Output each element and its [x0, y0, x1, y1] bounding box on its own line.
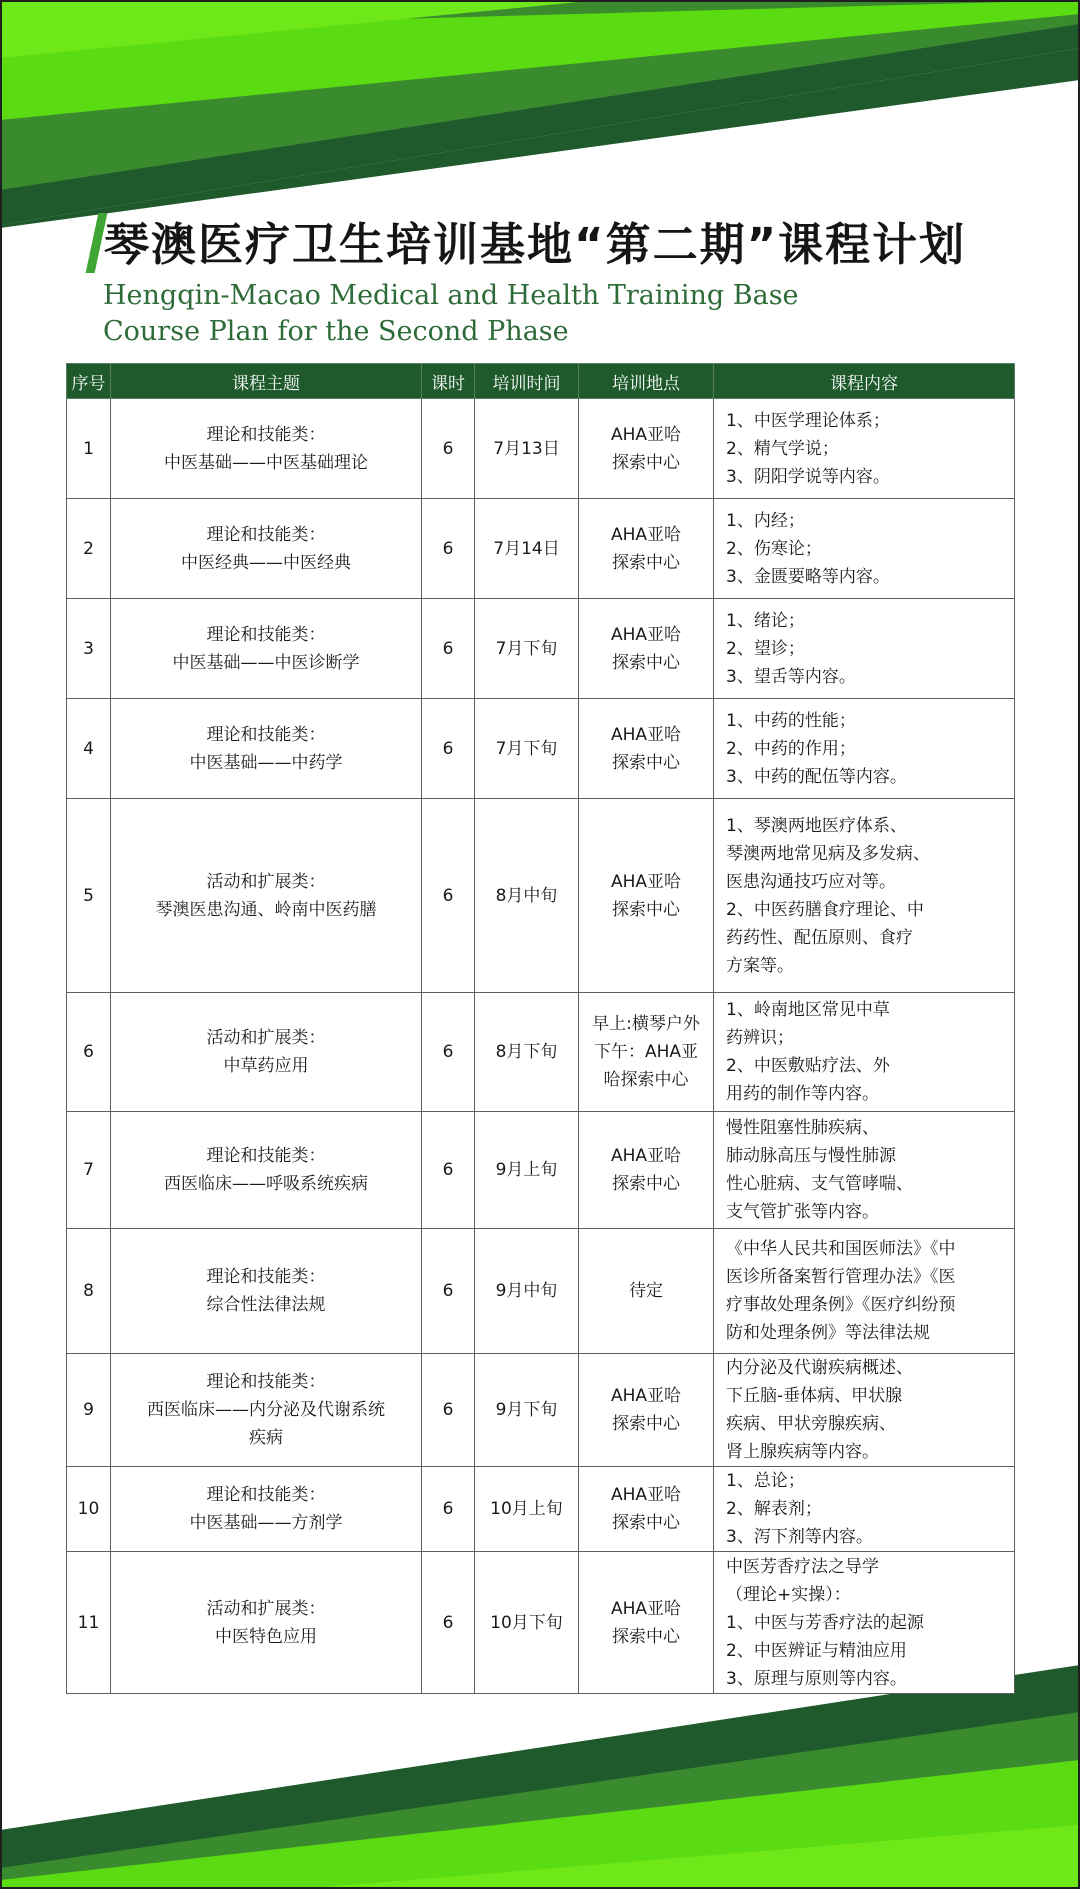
cell-place-line: 探索中心: [612, 1414, 680, 1434]
cell-place-line: 探索中心: [612, 899, 680, 920]
cell-place: [579, 1112, 714, 1229]
cell-place: [579, 1467, 714, 1552]
cell-content-line: 药辨识；: [726, 1028, 794, 1048]
cell-time: 7月下旬: [475, 599, 579, 699]
cell-hours: 6: [422, 599, 475, 699]
cell-place-line: 早上:横琴户外: [592, 1014, 700, 1034]
cell-topic-line: 疾病: [249, 1428, 283, 1448]
cell-place-line: 探索中心: [612, 752, 680, 773]
cell-content-line: 琴澳两地常见病及多发病、: [726, 843, 930, 864]
cell-topic: [111, 399, 422, 499]
table-row: [67, 1552, 1015, 1694]
cell-no: 4: [67, 699, 111, 799]
cell-time: 9月上旬: [475, 1112, 579, 1229]
cell-content-line: 3、原理与原则等内容。: [726, 1668, 907, 1689]
cell-time: 8月下旬: [475, 993, 579, 1112]
cell-content-line: 肺动脉高压与慢性肺源: [726, 1146, 896, 1166]
cell-topic-line: 活动和扩展类：: [206, 1028, 326, 1048]
cell-content-line: 1、中医与芳香疗法的起源: [726, 1612, 924, 1633]
cell-content-line: 疗事故处理条例》《医疗纠纷预: [726, 1295, 956, 1315]
cell-content: [714, 1467, 1015, 1552]
cell-topic-line: 中医基础——中医诊断学: [172, 652, 360, 673]
cell-no: 7: [67, 1112, 111, 1229]
cell-topic-line: 理论和技能类：: [206, 1485, 326, 1505]
cell-content-line: 3、金匮要略等内容。: [726, 566, 890, 587]
cell-place: [579, 1552, 714, 1694]
cell-hours: 6: [422, 993, 475, 1112]
table-row: [67, 1112, 1015, 1229]
cell-hours: 6: [422, 699, 475, 799]
table-row: [67, 993, 1015, 1112]
cell-hours: 6: [422, 1354, 475, 1467]
cell-content: [714, 799, 1015, 993]
cell-content-line: 疾病、甲状旁腺疾病、: [726, 1414, 896, 1434]
cell-no: 11: [67, 1552, 111, 1694]
cell-content-line: 肾上腺疾病等内容。: [726, 1442, 879, 1462]
cell-topic-line: 中医经典——中医经典: [181, 552, 351, 573]
table-row: [67, 499, 1015, 599]
cell-no: 9: [67, 1354, 111, 1467]
page-subtitle-en: [103, 278, 799, 350]
cell-content: [714, 499, 1015, 599]
cell-topic-line: 理论和技能类：: [206, 1267, 326, 1287]
cell-content-line: 2、伤寒论；: [726, 538, 822, 559]
cell-content-line: 2、中医药膳食疗理论、中: [726, 899, 924, 920]
cell-no: 1: [67, 399, 111, 499]
cell-place-line: 待定: [629, 1281, 663, 1301]
page-title: 琴澳医疗卫生培训基地“第二期”课程计划: [104, 218, 967, 271]
cell-topic-line: 西医临床——内分泌及代谢系统: [147, 1400, 385, 1420]
cell-topic: [111, 1112, 422, 1229]
cell-topic: [111, 1552, 422, 1694]
cell-topic-line: 中医基础——中药学: [189, 752, 343, 773]
cell-place-line: AHA亚哈: [610, 1598, 682, 1619]
column-header-content: 课程内容: [714, 364, 1015, 399]
table-header-row: [67, 364, 1015, 399]
cell-topic-line: 中草药应用: [223, 1056, 309, 1076]
cell-content-line: 2、中医敷贴疗法、外: [726, 1056, 890, 1076]
cell-content: [714, 1552, 1015, 1694]
cell-content-line: 用药的制作等内容。: [726, 1084, 879, 1104]
cell-content-line: 防和处理条例》等法律法规: [726, 1323, 930, 1343]
cell-content-line: 下丘脑-垂体病、甲状腺: [726, 1386, 903, 1406]
cell-topic-line: 中医特色应用: [215, 1626, 317, 1647]
column-header-place: 培训地点: [579, 364, 714, 399]
cell-no: 5: [67, 799, 111, 993]
cell-content-line: 2、望诊；: [726, 638, 805, 659]
cell-content-line: 中医芳香疗法之导学: [726, 1556, 879, 1577]
cell-content-line: 1、中医学理论体系；: [726, 410, 890, 431]
cell-time: 8月中旬: [475, 799, 579, 993]
cell-content-line: 支气管扩张等内容。: [726, 1202, 879, 1222]
cell-hours: 6: [422, 1552, 475, 1694]
cell-topic-line: 理论和技能类：: [206, 424, 326, 445]
cell-content-line: 慢性阻塞性肺疾病、: [726, 1118, 879, 1138]
cell-topic-line: 西医临床——呼吸系统疾病: [164, 1174, 368, 1194]
cell-time: 10月下旬: [475, 1552, 579, 1694]
cell-content: [714, 399, 1015, 499]
table-row: [67, 599, 1015, 699]
cell-time: 7月下旬: [475, 699, 579, 799]
cell-content: [714, 1354, 1015, 1467]
cell-no: 2: [67, 499, 111, 599]
cell-topic-line: 理论和技能类：: [206, 724, 326, 745]
cell-content-line: 3、望舌等内容。: [726, 666, 856, 687]
cell-content-line: 2、中药的作用；: [726, 738, 856, 759]
cell-place: [579, 1229, 714, 1354]
cell-topic: [111, 699, 422, 799]
cell-topic: [111, 993, 422, 1112]
cell-place-line: AHA亚哈: [610, 624, 682, 645]
cell-content-line: 2、中医辨证与精油应用: [726, 1640, 907, 1661]
cell-content-line: 1、绪论；: [726, 610, 805, 631]
cell-content-line: 3、阴阳学说等内容。: [726, 466, 890, 487]
cell-topic-line: 中医基础——方剂学: [189, 1513, 343, 1533]
cell-content: [714, 1112, 1015, 1229]
cell-content-line: 医诊所备案暂行管理办法》《医: [726, 1267, 956, 1287]
cell-place: [579, 599, 714, 699]
cell-content-line: 3、中药的配伍等内容。: [726, 766, 907, 787]
cell-topic: [111, 599, 422, 699]
cell-no: 3: [67, 599, 111, 699]
cell-place-line: 探索中心: [612, 1513, 680, 1533]
cell-content-line: 1、琴澳两地医疗体系、: [726, 815, 907, 836]
cell-topic: [111, 799, 422, 993]
cell-content-line: 2、精气学说；: [726, 438, 839, 459]
column-header-time: 培训时间: [475, 364, 579, 399]
cell-time: 7月14日: [475, 499, 579, 599]
cell-time: 9月下旬: [475, 1354, 579, 1467]
cell-no: 8: [67, 1229, 111, 1354]
cell-place-line: AHA亚哈: [610, 724, 682, 745]
cell-topic-line: 活动和扩展类：: [206, 1598, 326, 1619]
cell-topic: [111, 499, 422, 599]
cell-place: [579, 799, 714, 993]
cell-hours: 6: [422, 1112, 475, 1229]
subtitle-line-1: Hengqin-Macao Medical and Health Training Base: [103, 280, 799, 311]
cell-topic: [111, 1354, 422, 1467]
cell-place-line: 哈探索中心: [603, 1070, 689, 1090]
cell-hours: 6: [422, 399, 475, 499]
cell-content-line: 医患沟通技巧应对等。: [726, 871, 896, 892]
table-row: [67, 399, 1015, 499]
cell-content-line: 内分泌及代谢疾病概述、: [726, 1358, 913, 1378]
cell-topic: [111, 1467, 422, 1552]
column-header-hours: 课时: [422, 364, 475, 399]
cell-topic-line: 理论和技能类：: [206, 1146, 326, 1166]
cell-place: [579, 499, 714, 599]
table-row: [67, 1229, 1015, 1354]
cell-content-line: 药药性、配伍原则、食疗: [726, 927, 913, 948]
cell-topic-line: 中医基础——中医基础理论: [164, 452, 368, 473]
cell-place-line: 探索中心: [612, 552, 680, 573]
cell-content-line: 1、岭南地区常见中草: [726, 1000, 890, 1020]
cell-place-line: 探索中心: [612, 652, 680, 673]
cell-content-line: 《中华人民共和国医师法》《中: [726, 1239, 956, 1259]
cell-no: 6: [67, 993, 111, 1112]
cell-topic-line: 理论和技能类：: [206, 624, 326, 645]
cell-topic: [111, 1229, 422, 1354]
table-row: [67, 699, 1015, 799]
cell-topic-line: 综合性法律法规: [206, 1295, 326, 1315]
cell-topic-line: 琴澳医患沟通、岭南中医药膳: [155, 899, 377, 920]
cell-place: [579, 699, 714, 799]
cell-place: [579, 1354, 714, 1467]
cell-hours: 6: [422, 1229, 475, 1354]
subtitle-line-2: Course Plan for the Second Phase: [103, 316, 569, 347]
cell-time: 7月13日: [475, 399, 579, 499]
column-header-no: 序号: [67, 364, 111, 399]
cell-content-line: 2、解表剂；: [726, 1499, 822, 1519]
cell-time: 10月上旬: [475, 1467, 579, 1552]
cell-hours: 6: [422, 1467, 475, 1552]
cell-place: [579, 399, 714, 499]
cell-content-line: 3、泻下剂等内容。: [726, 1527, 873, 1547]
course-plan-table: [66, 363, 1015, 1694]
cell-topic-line: 理论和技能类：: [206, 524, 326, 545]
cell-place: [579, 993, 714, 1112]
table-row: [67, 1467, 1015, 1552]
cell-content: [714, 993, 1015, 1112]
cell-content-line: （理论+实操）：: [726, 1584, 851, 1605]
cell-content-line: 方案等。: [726, 955, 794, 976]
cell-place-line: 下午：AHA亚: [593, 1042, 699, 1062]
cell-content-line: 性心脏病、支气管哮喘、: [726, 1174, 913, 1194]
cell-content: [714, 599, 1015, 699]
cell-hours: 6: [422, 799, 475, 993]
cell-content-line: 1、中药的性能；: [726, 710, 856, 731]
cell-time: 9月中旬: [475, 1229, 579, 1354]
cell-topic-line: 理论和技能类：: [206, 1372, 326, 1392]
cell-topic-line: 活动和扩展类：: [206, 871, 326, 892]
cell-no: 10: [67, 1467, 111, 1552]
cell-place-line: AHA亚哈: [610, 1485, 682, 1505]
table-row: [67, 799, 1015, 993]
cell-hours: 6: [422, 499, 475, 599]
cell-place-line: AHA亚哈: [610, 1146, 682, 1166]
cell-place-line: 探索中心: [612, 1174, 680, 1194]
cell-content: [714, 1229, 1015, 1354]
cell-place-line: AHA亚哈: [610, 524, 682, 545]
table-row: [67, 1354, 1015, 1467]
cell-place-line: 探索中心: [612, 452, 680, 473]
cell-place-line: 探索中心: [612, 1626, 680, 1647]
cell-content: [714, 699, 1015, 799]
cell-content-line: 1、内经；: [726, 510, 805, 531]
column-header-topic: 课程主题: [111, 364, 422, 399]
cell-content-line: 1、总论；: [726, 1471, 805, 1491]
cell-place-line: AHA亚哈: [610, 424, 682, 445]
cell-place-line: AHA亚哈: [610, 1386, 682, 1406]
cell-place-line: AHA亚哈: [610, 871, 682, 892]
